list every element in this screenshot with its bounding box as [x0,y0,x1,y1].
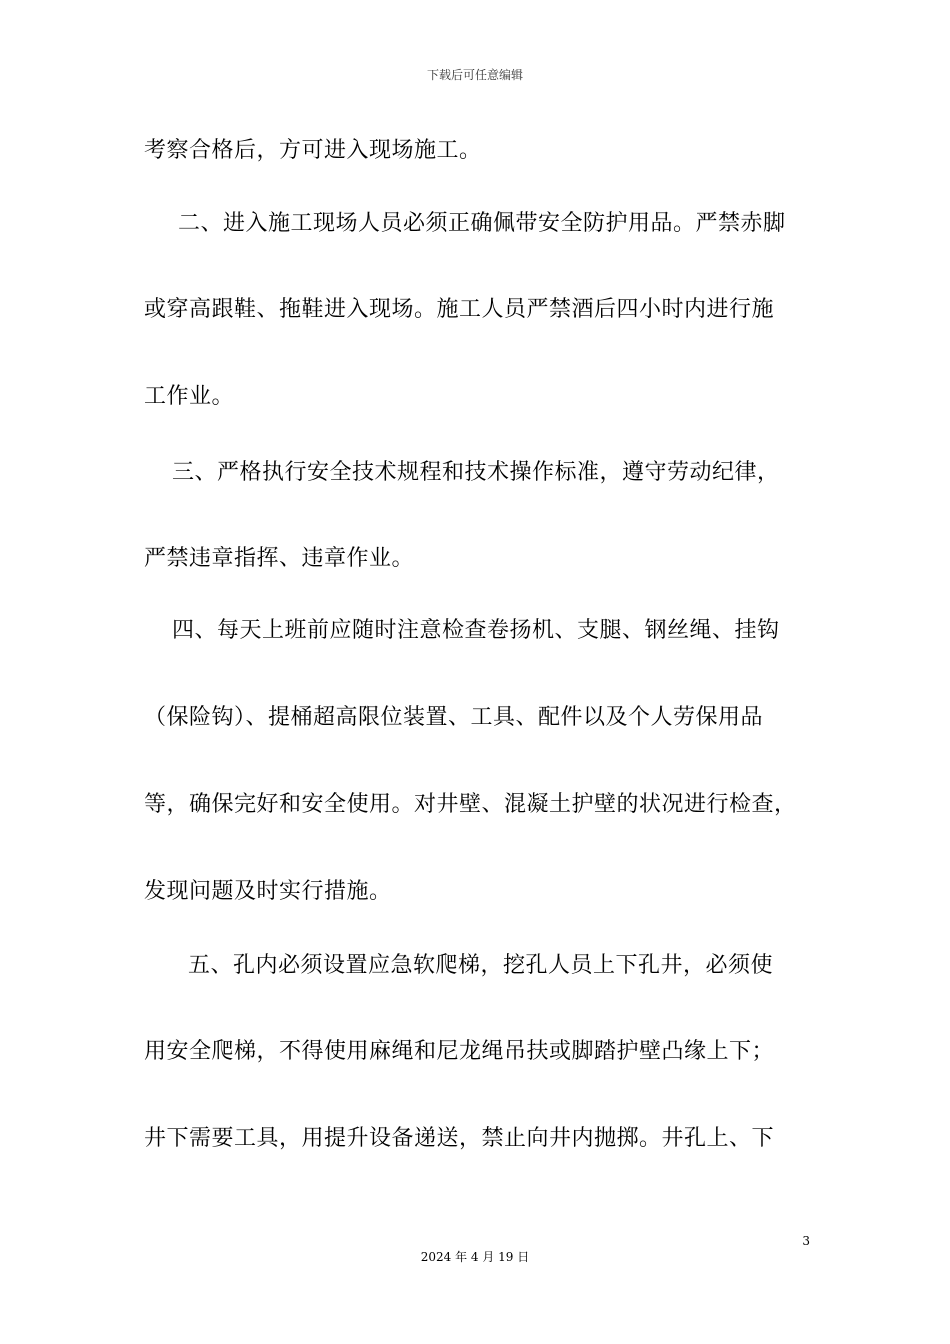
body-line-11: 五、孔内必须设置应急软爬梯，挖孔人员上下孔井，必须使 [188,953,774,978]
body-line-1: 考察合格后，方可进入现场施工。 [144,138,482,163]
body-line-10: 发现问题及时实行措施。 [144,879,392,904]
body-line-2: 二、进入施工现场人员必须正确佩带安全防护用品。严禁赤脚 [178,211,786,236]
body-line-8: （保险钩）、提桶超高限位装置、工具、配件以及个人劳保用品 [144,705,764,730]
body-line-7: 四、每天上班前应随时注意检查卷扬机、支腿、钢丝绳、挂钩 [172,618,780,643]
body-line-12: 用安全爬梯，不得使用麻绳和尼龙绳吊扶或脚踏护壁凸缘上下； [144,1039,775,1064]
page-number: 3 [802,1234,810,1248]
body-line-3: 或穿高跟鞋、拖鞋进入现场。施工人员严禁酒后四小时内进行施 [144,297,775,322]
body-line-9: 等，确保完好和安全使用。对井壁、混凝土护壁的状况进行检查， [144,792,797,817]
body-line-4: 工作业。 [144,384,235,409]
body-line-13: 井下需要工具，用提升设备递送，禁止向井内抛掷。井孔上、下 [144,1126,775,1151]
body-line-5: 三、严格执行安全技术规程和技术操作标准，遵守劳动纪律， [172,460,780,485]
body-line-6: 严禁违章指挥、违章作业。 [144,546,415,571]
footer-date: 2024 年 4 月 19 日 [420,1250,530,1264]
page-header: 下载后可任意编辑 [426,68,523,82]
